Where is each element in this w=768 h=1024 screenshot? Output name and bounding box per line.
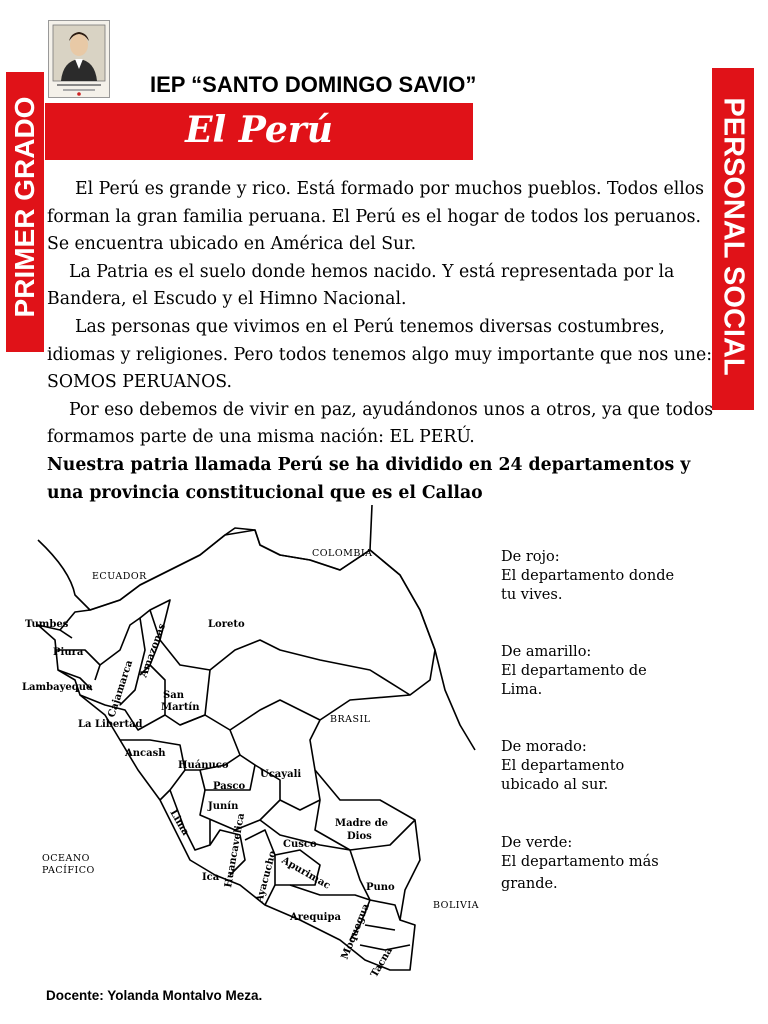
division-loreto xyxy=(150,600,410,695)
page-title: El Perú xyxy=(185,109,333,151)
legend-green-line-2: grande. xyxy=(501,876,558,892)
border-brasil xyxy=(370,550,475,750)
region-huancavelica: Huancavelica xyxy=(223,812,248,889)
region-la-libertad: La Libertad xyxy=(78,719,143,730)
ocean-label-1: OCEANO xyxy=(42,853,90,864)
peru-map xyxy=(20,500,480,990)
region-lima: Lima xyxy=(167,808,191,838)
region-ucayali: Ucayali xyxy=(260,769,302,780)
region-madre-de-dios-2: Dios xyxy=(347,831,372,842)
region-arequipa: Arequipa xyxy=(290,912,341,923)
legend-green-head: De verde: xyxy=(501,835,573,851)
region-lambayeque: Lambayeque xyxy=(22,682,93,693)
legend-yellow-line-1: El departamento de xyxy=(501,663,647,679)
santo-domingo-savio-portrait xyxy=(48,20,110,98)
region-junin: Junín xyxy=(208,801,239,812)
region-cusco: Cusco xyxy=(283,839,317,850)
country-bolivia: BOLIVIA xyxy=(433,900,479,911)
legend-purple-head: De morado: xyxy=(501,739,587,755)
paragraph-2: La Patria es el suelo donde hemos nacido. Y está representada por la Bandera, el Escudo y el Himno Nacional. xyxy=(47,261,675,310)
teacher-credit: Docente: Yolanda Montalvo Meza. xyxy=(46,988,263,1003)
region-san-martin-2: Martín xyxy=(161,702,200,713)
region-san-martin-1: San xyxy=(163,690,184,701)
reading-text xyxy=(47,176,719,507)
legend-purple-line-2: ubicado al sur. xyxy=(501,777,609,793)
region-amazonas: Amazonas xyxy=(138,622,169,680)
region-pasco: Pasco xyxy=(213,781,246,792)
country-colombia: COLOMBIA xyxy=(312,548,373,559)
region-tumbes: Tumbes xyxy=(25,619,69,630)
legend-red-line-2: tu vives. xyxy=(501,587,563,603)
paragraph-1: El Perú es grande y rico. Está formado por muchos pueblos. Todos ellos forman la gran familia peruana. El Perú es el hogar de todos los peruanos. Se encuentra ubicado en América del Sur. xyxy=(47,179,705,255)
region-tacna: Tacna xyxy=(369,945,396,980)
paragraph-3: Las personas que vivimos en el Perú tenemos diversas costumbres, idiomas y religiones. Pero todos tenemos algo muy importante que nos une: SOMOS PERUANOS. xyxy=(47,316,713,393)
portrait-illustration xyxy=(49,21,109,97)
division-arequipa xyxy=(290,885,370,900)
ocean-label-2: PACÍFICO xyxy=(42,865,95,876)
country-ecuador: ECUADOR xyxy=(92,571,147,582)
region-puno: Puno xyxy=(366,882,395,893)
paragraph-4: Por eso debemos de vivir en paz, ayudándonos unos a otros, ya que todos formamos parte de una misma nación: EL PERÚ. xyxy=(47,399,714,448)
country-brasil: BRASIL xyxy=(330,714,371,725)
region-moquegua: Moquegua xyxy=(339,902,372,962)
region-ayacucho: Ayacucho xyxy=(254,849,279,904)
legend-red xyxy=(501,548,741,605)
region-ica: Ica xyxy=(202,872,220,883)
grade-label: PRIMER GRADO xyxy=(9,96,40,318)
region-madre-de-dios-1: Madre de xyxy=(335,818,389,829)
school-name: IEP “SANTO DOMINGO SAVIO” xyxy=(150,72,477,97)
division-tumbes xyxy=(60,630,72,638)
legend-yellow-head: De amarillo: xyxy=(501,644,592,660)
peru-map-drawing xyxy=(20,500,480,990)
peru-outline xyxy=(38,530,435,970)
title-banner xyxy=(45,103,473,160)
region-piura: Piura xyxy=(53,647,84,658)
region-loreto: Loreto xyxy=(208,619,245,630)
region-apurimac: Apurimac xyxy=(279,855,332,892)
legend-purple-line-1: El departamento xyxy=(501,758,625,774)
legend-yellow-line-2: Lima. xyxy=(501,682,543,698)
legend-red-head: De rojo: xyxy=(501,549,560,565)
legend-green xyxy=(501,834,741,894)
grade-label-bar xyxy=(6,72,44,352)
region-ancash: Ancash xyxy=(125,748,166,759)
region-huanuco: Huánuco xyxy=(178,760,229,771)
subject-label: PERSONAL SOCIAL xyxy=(717,97,750,376)
paragraph-5: Nuestra patria llamada Perú se ha dividido en 24 departamentos y una provincia constitucional que es el Callao xyxy=(47,454,691,503)
division-ucayali xyxy=(230,700,320,730)
legend-red-line-1: El departamento donde xyxy=(501,568,675,584)
legend-yellow xyxy=(501,643,741,700)
region-cajamarca: Cajamarca xyxy=(106,658,136,719)
legend-green-line-1: El departamento más xyxy=(501,854,659,870)
legend-purple xyxy=(501,738,741,795)
